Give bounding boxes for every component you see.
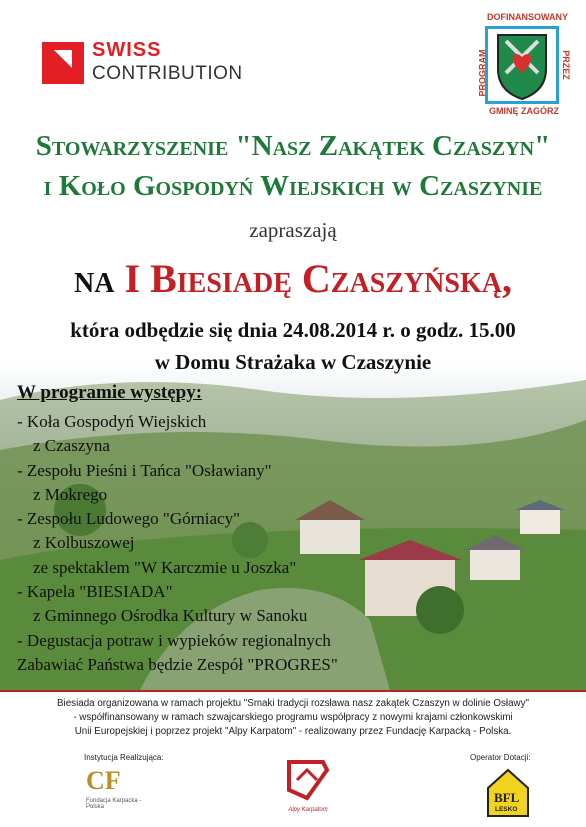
operator-label: Operator Dotacji: (470, 753, 531, 762)
event-date: która odbędzie się dnia 24.08.2014 r. o godz. 15.00 (70, 318, 516, 342)
footer-line1: Biesiada organizowana w ramach projektu "Smaki tradycji rozsława nasz zakątek Czaszyn w dolinie Osławy" (57, 698, 529, 709)
cf-logo-sub: Fundacja Karpacka - Polska (86, 798, 142, 810)
swiss-line1: SWISS (92, 39, 162, 61)
event-place: w Domu Strażaka w Czaszynie (154, 350, 432, 374)
program-line: z Gminnego Ośrodka Kultury w Sanoku (33, 606, 308, 626)
program-list (17, 410, 338, 677)
program-line: - Kapela "BIESIADA" (17, 582, 173, 602)
coat-of-arms-icon (488, 29, 556, 101)
invite-text: zapraszają (249, 218, 337, 242)
program-line: Zabawiać Państwa będzie Zespół "PROGRES" (17, 654, 338, 674)
gmina-left-text: PROGRAM (477, 49, 488, 97)
organizer-line1: Stowarzyszenie "Nasz Zakątek Czaszyn" (35, 130, 551, 162)
gmina-top-text: DOFINANSOWANY (487, 12, 568, 22)
program-line: z Kolbuszowej (33, 533, 135, 553)
footer-line2: - współfinansowany w ramach szwajcarskiego programu współpracy z nowymi krajami członkowskimi (73, 712, 513, 723)
swiss-flag-icon (42, 42, 84, 84)
footer-divider (0, 690, 586, 692)
program-line: - Koła Gospodyń Wiejskich (17, 412, 207, 431)
program-line: z Mokrego (33, 484, 108, 504)
bfl-logo-text: BFL (494, 790, 520, 805)
event-title (0, 255, 586, 302)
footer-text (0, 697, 586, 739)
footer-line3: Unii Europejskiej i poprzez projekt "Alpy Karpatom" - realizowany przez Fundację Karpacką - Polska. (74, 726, 512, 737)
alpy-karpatom-logo (283, 758, 333, 818)
cf-logo (86, 766, 156, 816)
program-line: - Zespołu Pieśni i Tańca "Osławiany" (17, 460, 272, 480)
gmina-frame (485, 26, 559, 104)
gmina-bottom-text: GMINĘ ZAGÓRZ (489, 106, 559, 116)
program-heading: W programie występy: (17, 382, 203, 403)
bfl-lesko-logo (486, 768, 530, 818)
gmina-zagorz-logo (473, 10, 578, 120)
event-title-name: I Biesiadę Czaszyńską, (124, 256, 512, 301)
alpy-karpatom-icon (283, 758, 333, 802)
lesko-label: LESKO (495, 806, 518, 813)
cf-logo-text: CF (86, 766, 121, 795)
institution-label: Instytucja Realizująca: (84, 753, 164, 762)
program-line: - Degustacja potraw i wypieków regionalnych (17, 630, 331, 650)
gmina-right-text: PRZEZ (560, 50, 571, 80)
alpy-karpatom-label: Alpy Karpatom (288, 807, 328, 813)
program-line: - Zespołu Ludowego "Górniacy" (17, 509, 241, 529)
swiss-contribution-logo (42, 40, 247, 85)
swiss-line2: CONTRIBUTION (92, 63, 243, 84)
organizer-line2: i Koło Gospodyń Wiejskich w Czaszynie (43, 170, 543, 202)
program-line: ze spektaklem "W Karczmie u Joszka" (33, 557, 297, 577)
program-line: z Czaszyna (33, 436, 110, 456)
event-title-prefix: na (74, 256, 125, 301)
